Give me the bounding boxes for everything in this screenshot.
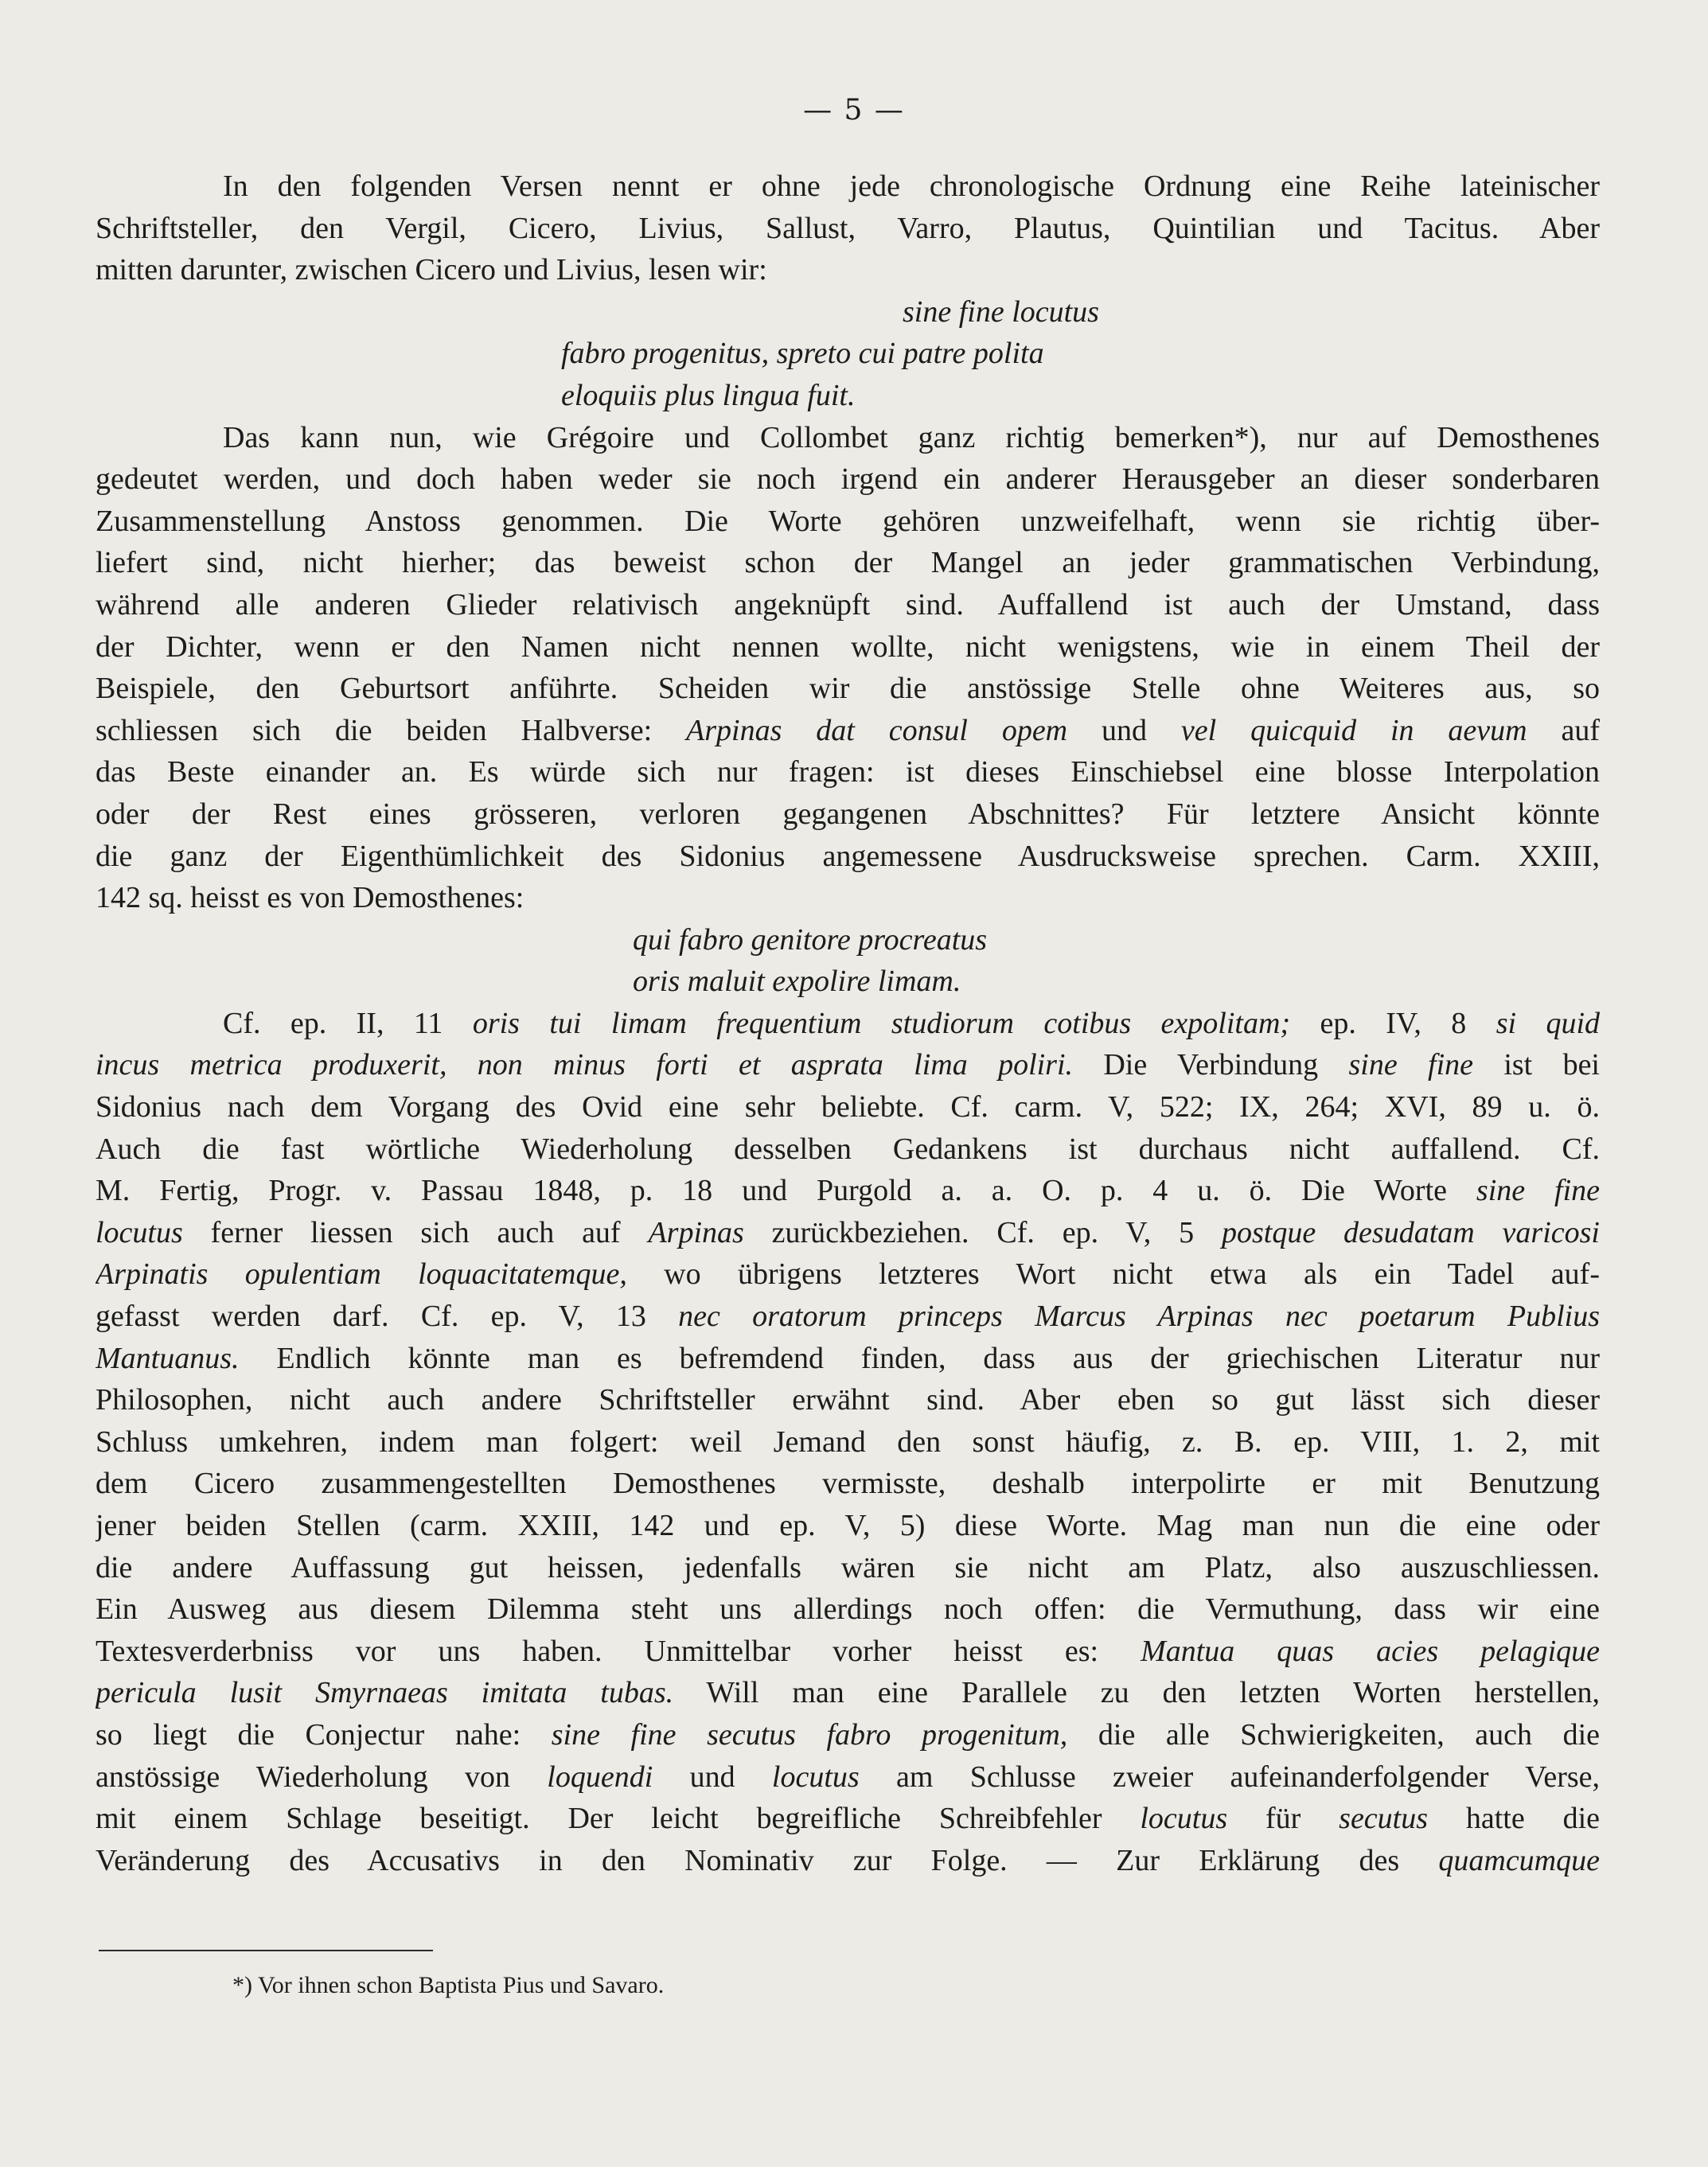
text-line [96, 668, 1600, 710]
text-line [96, 542, 1600, 584]
italic-segment: vel quicquid in aevum [1180, 713, 1527, 747]
text-line [96, 501, 1600, 543]
text-segment: M. Fertig, Progr. v. Passau 1848, p. 18 und Purgold a. a. O. p. 4 u. ö. Die Worte [96, 1174, 1476, 1208]
text-segment: auf [1527, 713, 1600, 747]
text-segment: Auch die fast wörtliche Wiederholung desselben Gedankens ist durchaus nicht auffallend. Cf. [96, 1132, 1600, 1166]
text-line [96, 1128, 1600, 1171]
italic-segment: eloquiis plus lingua fuit. [561, 378, 856, 412]
text-segment: Die Verbindung [1073, 1048, 1349, 1082]
italic-segment: oris maluit expolire limam. [633, 965, 961, 999]
text-line [96, 1170, 1600, 1212]
text-segment: Schluss umkehren, indem man folgert: weil Jemand den sonst häufig, z. B. ep. VIII, 1. 2, mit [96, 1425, 1600, 1459]
text-line [96, 1798, 1600, 1840]
text-segment: die ganz der Eigenthümlichkeit des Sidonius angemessene Ausdrucksweise sprechen. Carm. XXIII, [96, 839, 1600, 873]
text-segment: liefert sind, nicht hierher; das beweist schon der Mangel an jeder grammatischen Verbindung, [96, 546, 1600, 580]
text-segment: schliessen sich die beiden Halbverse: [96, 713, 687, 747]
body-text [96, 166, 1600, 1881]
text-segment: hatte die [1428, 1802, 1600, 1836]
text-line [96, 1547, 1600, 1589]
text-segment: und [1067, 713, 1181, 747]
text-segment: Das kann nun, wie Grégoire und Collombet ganz richtig bemerken*), nur auf Demosthenes [223, 420, 1600, 454]
text-segment: Cf. ep. II, 11 [223, 1006, 473, 1040]
text-line [96, 626, 1600, 668]
text-segment: In den folgenden Versen nennt er ohne jede chronologische Ordnung eine Reihe lateinischer [223, 170, 1600, 203]
text-segment: Philosophen, nicht auch andere Schriftsteller erwähnt sind. Aber eben so gut lässt sich dieser [96, 1383, 1600, 1417]
italic-segment: Mantuanus. [96, 1341, 240, 1375]
italic-segment: oris tui limam frequentium studiorum cotibus expolitam; [472, 1006, 1291, 1040]
text-line [96, 1756, 1600, 1799]
text-line [96, 208, 1600, 250]
verse-line [96, 375, 1600, 417]
text-line [96, 1338, 1600, 1380]
text-segment: mit einem Schlage beseitigt. Der leicht begreifliche Schreibfehler [96, 1802, 1141, 1836]
text-segment: und [653, 1760, 772, 1794]
italic-segment: sine fine [1348, 1048, 1474, 1082]
text-segment: oder der Rest eines grösseren, verloren gegangenen Abschnittes? Für letztere Ansicht könnte [96, 797, 1600, 831]
text-line [96, 166, 1600, 208]
text-segment: mitten darunter, zwischen Cicero und Livius, lesen wir: [96, 253, 767, 287]
text-segment: Ein Ausweg aus diesem Dilemma steht uns allerdings noch offen: die Vermuthung, dass wir eine [96, 1592, 1600, 1627]
verse-line [96, 333, 1600, 375]
italic-segment: nec oratorum princeps Marcus Arpinas nec poetarum Publius [678, 1300, 1600, 1334]
text-line [96, 1588, 1600, 1631]
text-segment: anstössige Wiederholung von [96, 1760, 548, 1794]
text-line [96, 249, 1600, 291]
text-segment: Textesverderbniss vor uns haben. Unmittelbar vorher heisst es: [96, 1634, 1141, 1668]
italic-segment: incus metrica produxerit, non minus forti et asprata lima poliri. [96, 1048, 1074, 1082]
text-line [96, 417, 1600, 459]
text-line [96, 1463, 1600, 1505]
text-line [96, 1003, 1600, 1045]
text-segment: wo übrigens letzteres Wort nicht etwa als ein Tadel auf- [626, 1257, 1600, 1292]
text-segment: Sidonius nach dem Vorgang des Ovid eine sehr beliebte. Cf. carm. V, 522; IX, 264; XVI, 89 u. ö. [96, 1090, 1600, 1124]
text-segment: zurückbeziehen. Cf. ep. V, 5 [743, 1215, 1222, 1249]
italic-segment: sine fine secutus fabro progenitum, [551, 1717, 1068, 1752]
page-number: — 5 — [803, 94, 905, 127]
text-line [96, 1086, 1600, 1128]
text-segment: Zusammenstellung Anstoss genommen. Die Worte gehören unzweifelhaft, wenn sie richtig über- [96, 504, 1600, 538]
text-line [96, 793, 1600, 836]
text-segment: Veränderung des Accusativs in den Nominativ zur Folge. — Zur Erklärung des [96, 1843, 1439, 1877]
text-line [96, 1212, 1600, 1254]
text-line [96, 1631, 1600, 1673]
text-line [96, 1379, 1600, 1421]
text-line [96, 751, 1600, 793]
text-segment: Schriftsteller, den Vergil, Cicero, Livius, Sallust, Varro, Plautus, Quintilian und Tacitus. Aber [96, 211, 1600, 245]
italic-segment: Arpinas [648, 1215, 744, 1249]
text-segment: Beispiele, den Geburtsort anführte. Scheiden wir die anstössige Stelle ohne Weiteres aus, so [96, 672, 1600, 706]
text-line [96, 584, 1600, 626]
text-line [96, 1253, 1600, 1296]
text-segment: die andere Auffassung gut heissen, jedenfalls wären sie nicht am Platz, also auszuschliessen. [96, 1550, 1600, 1584]
italic-segment: postque desudatam varicosi [1222, 1215, 1600, 1249]
text-line [96, 1840, 1600, 1882]
italic-segment: sine fine locutus [903, 294, 1099, 329]
verse-line [96, 919, 1600, 961]
text-segment: Endlich könnte man es befremdend finden, dass aus der griechischen Literatur nur [239, 1341, 1600, 1375]
text-line [96, 877, 1600, 919]
italic-segment: Arpinas dat consul opem [686, 713, 1068, 747]
text-line [96, 1714, 1600, 1756]
italic-segment: qui fabro genitore procreatus [633, 922, 988, 957]
text-segment: der Dichter, wenn er den Namen nicht nennen wollte, nicht wenigstens, wie in einem Theil der [96, 629, 1600, 664]
italic-segment: Arpinatis opulentiam loquacitatemque, [96, 1257, 627, 1292]
italic-segment: quamcumque [1438, 1843, 1600, 1877]
italic-segment: secutus [1339, 1802, 1429, 1836]
text-line [96, 458, 1600, 501]
text-segment: am Schlusse zweier aufeinanderfolgender Verse, [859, 1760, 1600, 1794]
text-segment: gefasst werden darf. Cf. ep. V, 13 [96, 1300, 679, 1334]
text-segment: das Beste einander an. Es würde sich nur fragen: ist dieses Einschiebsel eine blosse Interpolation [96, 755, 1600, 789]
italic-segment: sine fine [1476, 1174, 1600, 1208]
text-line [96, 1421, 1600, 1464]
text-segment: für [1227, 1802, 1339, 1836]
text-segment: so liegt die Conjectur nahe: [96, 1717, 552, 1752]
text-line [96, 1044, 1600, 1086]
italic-segment: locutus [1140, 1802, 1228, 1836]
verse-line [96, 291, 1600, 333]
text-segment: 142 sq. heisst es von Demosthenes: [96, 881, 524, 915]
italic-segment: Mantua quas acies pelagique [1141, 1634, 1600, 1668]
footnote: *) Vor ihnen schon Baptista Pius und Savaro. [232, 1972, 665, 1998]
verse-line [96, 961, 1600, 1003]
text-line [96, 836, 1600, 878]
italic-segment: locutus [771, 1760, 860, 1794]
text-segment: jener beiden Stellen (carm. XXIII, 142 und ep. V, 5) diese Worte. Mag man nun die eine oder [96, 1509, 1600, 1542]
text-segment: gedeutet werden, und doch haben weder sie noch irgend ein anderer Herausgeber an dieser sonderbaren [96, 462, 1600, 497]
text-line [96, 1505, 1600, 1547]
italic-segment: fabro progenitus, spreto cui patre polita [561, 337, 1044, 371]
text-segment: ist bei [1473, 1048, 1600, 1082]
text-segment: ep. IV, 8 [1290, 1006, 1496, 1040]
footnote-rule [99, 1950, 433, 1951]
text-segment: dem Cicero zusammengestellten Demosthenes vermisste, deshalb interpolirte er mit Benutzung [96, 1467, 1600, 1501]
text-line [96, 710, 1600, 752]
text-line [96, 1296, 1600, 1338]
text-segment: die alle Schwierigkeiten, auch die [1067, 1717, 1600, 1752]
text-line [96, 1672, 1600, 1714]
italic-segment: locutus [96, 1215, 183, 1249]
text-segment: ferner liessen sich auch auf [182, 1215, 649, 1249]
text-segment: während alle anderen Glieder relativisch angeknüpft sind. Auffallend ist auch der Umstand, dass [96, 587, 1600, 622]
italic-segment: loquendi [547, 1760, 653, 1794]
italic-segment: pericula lusit Smyrnaeas imitata tubas. [96, 1676, 674, 1710]
text-segment: Will man eine Parallele zu den letzten Worten herstellen, [673, 1676, 1600, 1710]
italic-segment: si quid [1495, 1006, 1600, 1040]
